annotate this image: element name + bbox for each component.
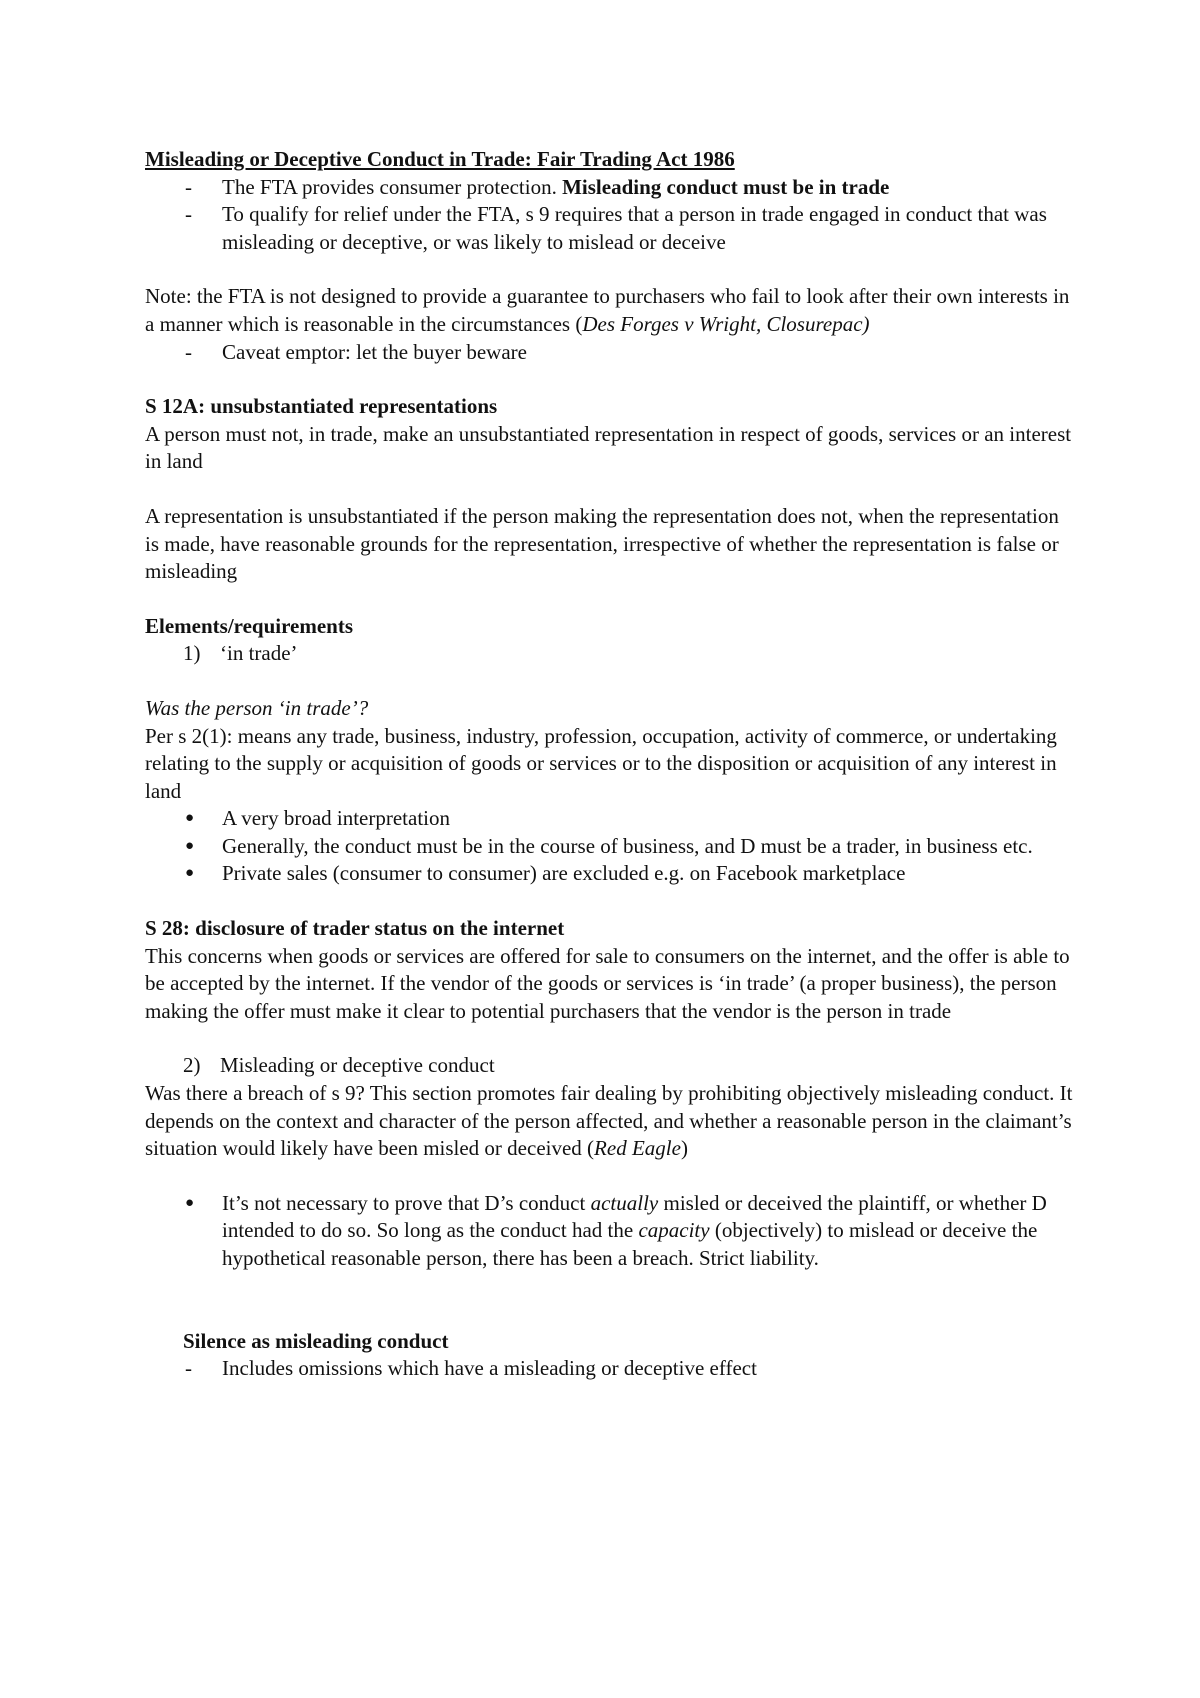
subheading-question: Was the person ‘in trade’? <box>145 695 369 720</box>
document-body <box>145 146 1075 1383</box>
dash-marker: - <box>185 174 192 199</box>
section-heading-silence: Silence as misleading conduct <box>183 1328 449 1353</box>
list-item <box>145 201 1075 256</box>
bullet-text: A very broad interpretation <box>222 806 451 831</box>
list-item-text: Caveat emptor: let the buyer beware <box>222 339 527 364</box>
bullet-icon: ● <box>185 837 195 854</box>
dash-marker: - <box>185 202 192 227</box>
bullet-text: Private sales (consumer to consumer) are excluded e.g. on Facebook marketplace <box>222 861 906 886</box>
section-heading-s12a: S 12A: unsubstantiated representations <box>145 394 498 419</box>
paragraph: This concerns when goods or services are offered for sale to consumers on the internet, and the offer is able to be accepted by the internet. If the vendor of the goods or services is ‘in trade’ (a proper business), the person making the offer must make it clear to potential purchasers that the vendor is the person in trade <box>145 943 1070 1023</box>
dash-marker: - <box>185 339 192 364</box>
list-item-text: Includes omissions which have a misleading or deceptive effect <box>222 1356 757 1381</box>
bullet-icon: ● <box>185 865 195 882</box>
bullet-item <box>145 860 1075 888</box>
number-marker: 1) <box>183 641 201 666</box>
case-citation: Red Eagle <box>594 1136 681 1161</box>
bullet-text: It’s not necessary to prove that D’s conduct actually misled or deceived the plaintiff, or whether D intended to do so. So long as the conduct had the capacity (objectively) to mislead or deceive the hypothetical reasonable person, there has been a breach. Strict liability. <box>222 1190 1047 1270</box>
paragraph: A person must not, in trade, make an unsubstantiated representation in respect of goods, services or an interest in land <box>145 421 1072 474</box>
list-item <box>145 1355 1075 1383</box>
case-citation: Des Forges v Wright, Closurepac) <box>582 311 870 336</box>
list-item-text: To qualify for relief under the FTA, s 9 requires that a person in trade engaged in conduct that was misleading or deceptive, or was likely to mislead or deceive <box>222 202 1047 254</box>
paragraph: Was there a breach of s 9? This section promotes fair dealing by prohibiting objectively misleading conduct. It depends on the context and character of the person affected, and whether a reasonable person in the claimant’s situation would likely have been misled or deceived (Red Eagle) <box>145 1081 1073 1161</box>
dash-marker: - <box>185 1356 192 1381</box>
definition-paragraph: Per s 2(1): means any trade, business, industry, profession, occupation, activity of commerce, or undertaking relating to the supply or acquisition of goods or services or to the disposition or acquisition of any interest in land <box>145 723 1057 803</box>
bullet-text: Generally, the conduct must be in the course of business, and D must be a trader, in business etc. <box>222 833 1033 858</box>
paragraph: A representation is unsubstantiated if the person making the representation does not, when the representation is made, have reasonable grounds for the representation, irrespective of whether the representation is false or misleading <box>145 503 1059 584</box>
list-item-text: The FTA provides consumer protection. Misleading conduct must be in trade <box>222 174 890 199</box>
bullet-item <box>145 805 1075 833</box>
number-marker: 2) <box>183 1053 201 1078</box>
note-paragraph: Note: the FTA is not designed to provide a guarantee to purchasers who fail to look after their own interests in a manner which is reasonable in the circumstances (Des Forges v Wright, Closurepac) <box>145 284 1070 336</box>
emphasis-text: Misleading conduct must be in trade <box>562 174 890 199</box>
section-heading-s28: S 28: disclosure of trader status on the internet <box>145 916 565 941</box>
bullet-item <box>145 1190 1075 1273</box>
numbered-item-text: ‘in trade’ <box>220 641 298 666</box>
list-item <box>145 174 1075 202</box>
bullet-item <box>145 833 1075 861</box>
bullet-icon: ● <box>185 1194 195 1211</box>
list-item <box>145 339 1075 367</box>
numbered-item <box>145 1052 1075 1080</box>
numbered-item <box>145 640 1075 668</box>
page-title: Misleading or Deceptive Conduct in Trade: Fair Trading Act 1986 <box>145 147 735 171</box>
numbered-item-text: Misleading or deceptive conduct <box>220 1053 495 1078</box>
bullet-icon: ● <box>185 810 195 827</box>
section-heading-elements: Elements/requirements <box>145 613 354 638</box>
